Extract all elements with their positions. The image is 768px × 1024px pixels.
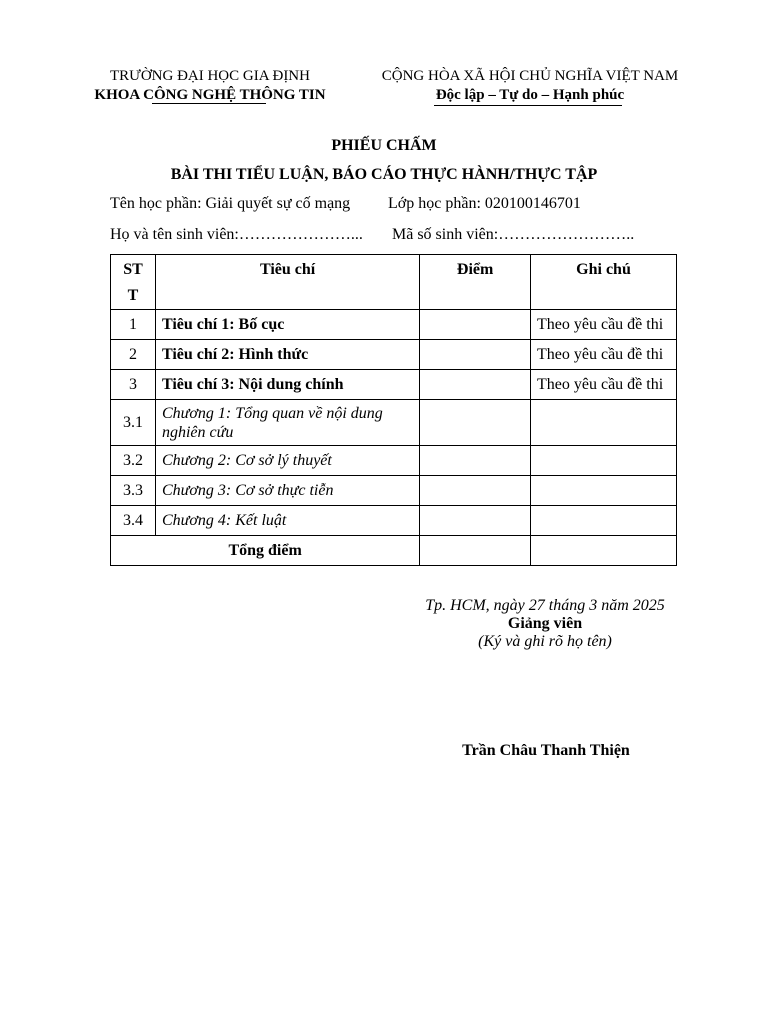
row-criteria: Chương 2: Cơ sở lý thuyết <box>155 446 419 476</box>
row-criteria: Tiêu chí 2: Hình thức <box>155 340 419 370</box>
faculty-name: KHOA CÔNG NGHỆ THÔNG TIN <box>94 87 326 103</box>
table-row <box>111 340 677 370</box>
table-header-row <box>111 255 677 310</box>
row-stt: 3.2 <box>111 446 156 476</box>
country-name: CỘNG HÒA XÃ HỘI CHỦ NGHĨA VIỆT NAM <box>381 68 679 84</box>
student-id-field: Mã số sinh viên:…………………….. <box>392 226 635 243</box>
row-criteria: Tiêu chí 1: Bố cục <box>155 310 419 340</box>
faculty-underline <box>152 103 266 104</box>
table-row <box>111 310 677 340</box>
total-row <box>111 536 677 566</box>
row-score-cell[interactable] <box>420 446 531 476</box>
total-note-cell <box>531 536 677 566</box>
page-title: PHIẾU CHẤM <box>331 137 437 154</box>
grading-table <box>110 254 677 566</box>
row-score-cell[interactable] <box>420 506 531 536</box>
class-code: Lớp học phần: 020100146701 <box>388 195 581 212</box>
row-note <box>531 476 677 506</box>
row-note <box>531 506 677 536</box>
total-score-cell[interactable] <box>420 536 531 566</box>
motto-underline <box>434 105 622 106</box>
table-row <box>111 370 677 400</box>
row-stt: 3.3 <box>111 476 156 506</box>
row-criteria: Chương 1: Tổng quan về nội dung nghiên cứu <box>155 400 419 446</box>
national-motto: Độc lập – Tự do – Hạnh phúc <box>435 87 625 103</box>
place-date: Tp. HCM, ngày 27 tháng 3 năm 2025 <box>425 597 665 614</box>
course-name: Tên học phần: Giải quyết sự cố mạng <box>110 195 351 212</box>
column-header-note: Ghi chú <box>531 255 677 310</box>
row-note: Theo yêu cầu đề thi <box>531 340 677 370</box>
column-header-stt: ST T <box>111 255 156 310</box>
table-row <box>111 400 677 446</box>
row-note <box>531 400 677 446</box>
lecturer-name: Trần Châu Thanh Thiện <box>462 742 630 759</box>
table-row <box>111 476 677 506</box>
row-stt: 3.1 <box>111 400 156 446</box>
row-score-cell[interactable] <box>420 370 531 400</box>
lecturer-role: Giảng viên <box>507 615 583 632</box>
total-label: Tổng điểm <box>111 536 420 566</box>
row-note: Theo yêu cầu đề thi <box>531 370 677 400</box>
page-subtitle: BÀI THI TIỂU LUẬN, BÁO CÁO THỰC HÀNH/THỰC TẬP <box>170 166 598 183</box>
row-score-cell[interactable] <box>420 340 531 370</box>
row-stt: 3 <box>111 370 156 400</box>
row-note <box>531 446 677 476</box>
table-row <box>111 446 677 476</box>
row-stt: 2 <box>111 340 156 370</box>
row-score-cell[interactable] <box>420 310 531 340</box>
row-score-cell[interactable] <box>420 400 531 446</box>
row-note: Theo yêu cầu đề thi <box>531 310 677 340</box>
table-row <box>111 506 677 536</box>
row-criteria: Chương 4: Kết luật <box>155 506 419 536</box>
column-header-score: Điểm <box>420 255 531 310</box>
row-score-cell[interactable] <box>420 476 531 506</box>
row-stt: 3.4 <box>111 506 156 536</box>
row-criteria: Chương 3: Cơ sở thực tiễn <box>155 476 419 506</box>
school-name: TRƯỜNG ĐẠI HỌC GIA ĐỊNH <box>110 68 310 84</box>
row-criteria: Tiêu chí 3: Nội dung chính <box>155 370 419 400</box>
student-name-field: Họ và tên sinh viên:…………………... <box>110 226 363 243</box>
signature-instruction: (Ký và ghi rõ họ tên) <box>478 633 612 650</box>
column-header-criteria: Tiêu chí <box>155 255 419 310</box>
row-stt: 1 <box>111 310 156 340</box>
